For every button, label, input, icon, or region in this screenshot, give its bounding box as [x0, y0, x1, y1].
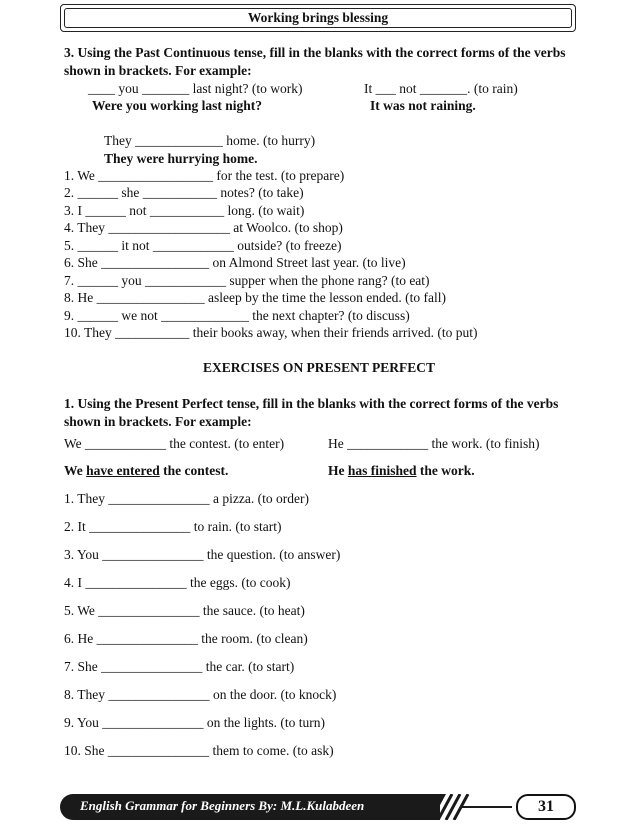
list-item: 10. She _______________ them to come. (to ask): [64, 743, 334, 758]
example3-question: They _____________ home. (to hurry): [104, 133, 316, 148]
section1-instruction: 3. Using the Past Continuous tense, fill in the blanks with the correct forms of the verbs shown in brackets. For example:: [64, 45, 566, 78]
footer-text: English Grammar for Beginners By: M.L.Kulabdeen: [80, 798, 365, 813]
list-item: 8. They _______________ on the door. (to knock): [64, 687, 337, 702]
list-item: 2. It _______________ to rain. (to start): [64, 519, 282, 534]
list-item: 4. They __________________ at Woolco. (to shop): [64, 220, 343, 235]
list-item: 6. She ________________ on Almond Street last year. (to live): [64, 255, 406, 270]
pp-example1-answer: We have entered the contest.: [64, 463, 229, 478]
example1-question: ____ you _______ last night? (to work): [88, 81, 303, 96]
example3-answer: They were hurrying home.: [104, 151, 258, 166]
list-item: 5. ______ it not ____________ outside? (to freeze): [64, 238, 342, 253]
list-item: 1. They _______________ a pizza. (to order): [64, 491, 309, 506]
section2-instruction: 1. Using the Present Perfect tense, fill in the blanks with the correct forms of the verbs shown in brackets. For example:: [64, 396, 559, 429]
page-header-title: Working brings blessing: [64, 8, 572, 28]
list-item: 7. ______ you ____________ supper when the phone rang? (to eat): [64, 273, 430, 288]
list-item: 3. You _______________ the question. (to answer): [64, 547, 341, 562]
list-item: 3. I ______ not ___________ long. (to wait): [64, 203, 305, 218]
list-item: 7. She _______________ the car. (to start): [64, 659, 295, 674]
example1-answer: Were you working last night?: [92, 98, 263, 113]
list-item: 6. He _______________ the room. (to clean): [64, 631, 308, 646]
example2-answer: It was not raining.: [370, 98, 476, 113]
page-number: 31: [516, 794, 576, 820]
pp-example2-answer: He has finished the work.: [328, 463, 475, 478]
header-frame: [60, 4, 576, 32]
list-item: 2. ______ she ___________ notes? (to take): [64, 185, 304, 200]
pp-example1-question: We ____________ the contest. (to enter): [64, 436, 285, 451]
list-item: 1. We _________________ for the test. (to prepare): [64, 168, 345, 183]
list-item: 5. We _______________ the sauce. (to heat): [64, 603, 305, 618]
list-item: 4. I _______________ the eggs. (to cook): [64, 575, 291, 590]
list-item: 10. They ___________ their books away, when their friends arrived. (to put): [64, 325, 478, 340]
list-item: 8. He ________________ asleep by the time the lesson ended. (to fall): [64, 290, 447, 305]
example2-question: It ___ not _______. (to rain): [364, 81, 518, 96]
list-item: 9. ______ we not _____________ the next chapter? (to discuss): [64, 308, 410, 323]
pp-example2-question: He ____________ the work. (to finish): [328, 436, 540, 451]
footer-stripes: [412, 794, 512, 820]
list-item: 9. You _______________ on the lights. (to turn): [64, 715, 326, 730]
section2-title: EXERCISES ON PRESENT PERFECT: [203, 360, 435, 375]
